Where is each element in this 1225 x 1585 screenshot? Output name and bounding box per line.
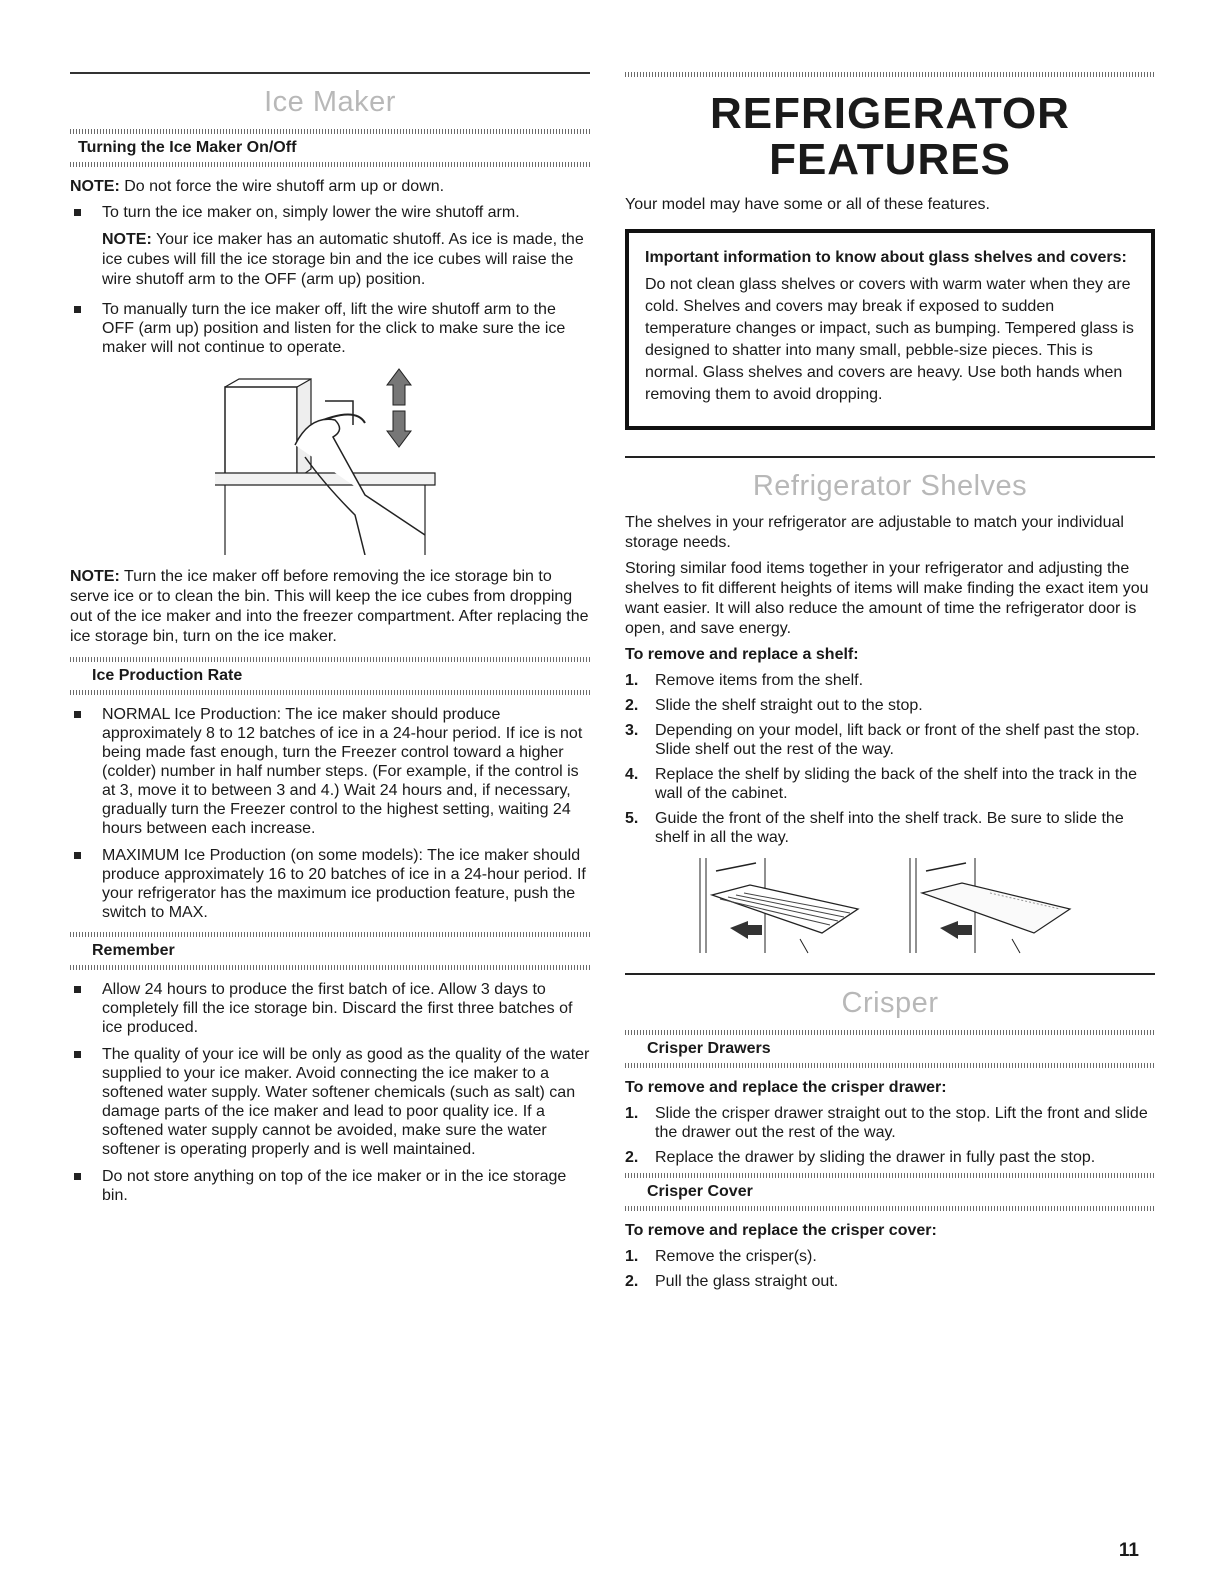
list-item: To manually turn the ice maker off, lift the wire shutoff arm to the OFF (arm up) position and listen for the click to make sure the ice maker will not continue to operate. (70, 300, 590, 357)
right-column (625, 72, 1155, 1297)
remember-heading: Remember (92, 942, 175, 959)
list-item: 1. Slide the crisper drawer straight out to the stop. Lift the front and slide the drawer out the rest of the way. (625, 1105, 1148, 1141)
list-item: 1. Remove the crisper(s). (625, 1248, 817, 1265)
divider (70, 690, 590, 695)
drawer-steps-heading: To remove and replace the crisper drawer: (625, 1079, 947, 1096)
list-item: 2. Slide the shelf straight out to the stop. (625, 697, 923, 714)
top-rule (70, 72, 590, 74)
divider (70, 965, 590, 970)
cover-steps (625, 1247, 1155, 1291)
list-item: To turn the ice maker on, simply lower the wire shutoff arm. (70, 203, 590, 222)
list-item: The quality of your ice will be only as good as the quality of the water supplied to your ice maker. Avoid connecting the ice maker to a softened water supply. Water softener chemicals (such as salt) can damage parts of the ice maker and lead to poor quality ice. If a softened water supply cannot be avoided, make sure the water softener is operating properly and is well maintained. (70, 1045, 590, 1159)
shelves-p1: The shelves in your refrigerator are adjustable to match your individual storage needs. (625, 514, 1124, 551)
left-column (70, 72, 590, 1213)
page-number: 11 (1118, 1540, 1139, 1561)
list-item: Do not store anything on top of the ice maker or in the ice storage bin. (70, 1167, 590, 1205)
shelf-illustration (690, 853, 1090, 963)
rate-list (70, 705, 590, 922)
crisper-drawers-heading: Crisper Drawers (647, 1040, 771, 1057)
divider (625, 1030, 1155, 1035)
divider (70, 162, 590, 167)
shelf-steps-heading: To remove and replace a shelf: (625, 646, 859, 663)
crisper-title: Crisper (841, 987, 939, 1019)
ice-maker-illustration (215, 365, 445, 555)
warning-heading: Important information to know about glass shelves and covers: (645, 249, 1127, 266)
turning-list-2 (70, 300, 590, 357)
sub-note-paragraph: NOTE: Your ice maker has an automatic shutoff. As ice is made, the ice cubes will fill the ice storage bin and the ice cubes will raise the wire shutoff arm to the OFF (arm up) position. (102, 231, 584, 288)
rate-heading: Ice Production Rate (92, 667, 243, 684)
note2-paragraph: NOTE: Turn the ice maker off before removing the ice storage bin to serve ice or to clean the bin. This will keep the ice cubes from dropping out of the ice maker and into the freezer compartment. After replacing the ice storage bin, turn on the ice maker. (70, 568, 589, 645)
top-rule (625, 72, 1155, 77)
list-item: 1. Remove items from the shelf. (625, 672, 864, 689)
cover-steps-heading: To remove and replace the crisper cover: (625, 1222, 937, 1239)
divider (70, 932, 590, 937)
divider (625, 973, 1155, 975)
list-item: 2. Pull the glass straight out. (625, 1273, 839, 1290)
shelf-steps (625, 671, 1155, 847)
turning-heading: Turning the Ice Maker On/Off (78, 139, 297, 156)
divider (625, 1063, 1155, 1068)
warning-text: Do not clean glass shelves or covers with warm water when they are cold. Shelves and covers may break if exposed to sudden temperature changes or impact, such as bumping. Tempered glass is designed to shatter into many small, pebble-size pieces. This is normal. Glass shelves and covers are heavy. Use both hands when removing them to avoid dropping. (645, 276, 1134, 403)
divider (70, 657, 590, 662)
glass-shelf-figure (910, 858, 1070, 953)
list-item: NORMAL Ice Production: The ice maker should produce approximately 8 to 12 batches of ice in a 24-hour period. If ice is not being made fast enough, turn the Freezer control toward a higher (colder) number in half number steps. (For example, if the control is at 3, move it to between 3 and 4.) Wait 24 hours and, if necessary, gradually turn the Freezer control to the highest setting, waiting 24 hours between each increase. (70, 705, 590, 838)
note-paragraph: NOTE: Do not force the wire shutoff arm up or down. (70, 178, 445, 195)
drawer-steps (625, 1104, 1155, 1167)
list-item: MAXIMUM Ice Production (on some models): The ice maker should produce approximately 16 to 20 batches of ice in a 24-hour period. If your refrigerator has the maximum ice production feature, push the switch to MAX. (70, 846, 590, 922)
divider (625, 1173, 1155, 1178)
warning-box (625, 229, 1155, 430)
wire-shelf-figure (700, 858, 858, 953)
list-item: 5. Guide the front of the shelf into the shelf track. Be sure to slide the shelf in all the way. (625, 810, 1124, 846)
shelves-title: Refrigerator Shelves (752, 470, 1028, 502)
remember-list (70, 980, 590, 1205)
list-item: 2. Replace the drawer by sliding the drawer in fully past the stop. (625, 1149, 1096, 1166)
ice-maker-title: Ice Maker (264, 86, 396, 118)
divider (625, 1206, 1155, 1211)
page-title: REFRIGERATOR FEATURES (710, 89, 1070, 184)
turning-list (70, 203, 590, 222)
list-item: 4. Replace the shelf by sliding the back of the shelf into the track in the wall of the cabinet. (625, 766, 1138, 802)
intro-text: Your model may have some or all of these features. (625, 196, 990, 213)
list-item: Allow 24 hours to produce the first batch of ice. Allow 3 days to completely fill the ice storage bin. Discard the first three batches of ice produced. (70, 980, 590, 1037)
shelves-p2: Storing similar food items together in your refrigerator and adjusting the shelves to fit different heights of items will make finding the exact item you want easier. It will also reduce the amount of time the refrigerator door is open, and save energy. (625, 560, 1149, 637)
divider (70, 129, 590, 134)
crisper-cover-heading: Crisper Cover (647, 1183, 753, 1200)
divider (625, 456, 1155, 458)
list-item: 3. Depending on your model, lift back or front of the shelf past the stop. Slide shelf out the rest of the way. (625, 722, 1140, 758)
